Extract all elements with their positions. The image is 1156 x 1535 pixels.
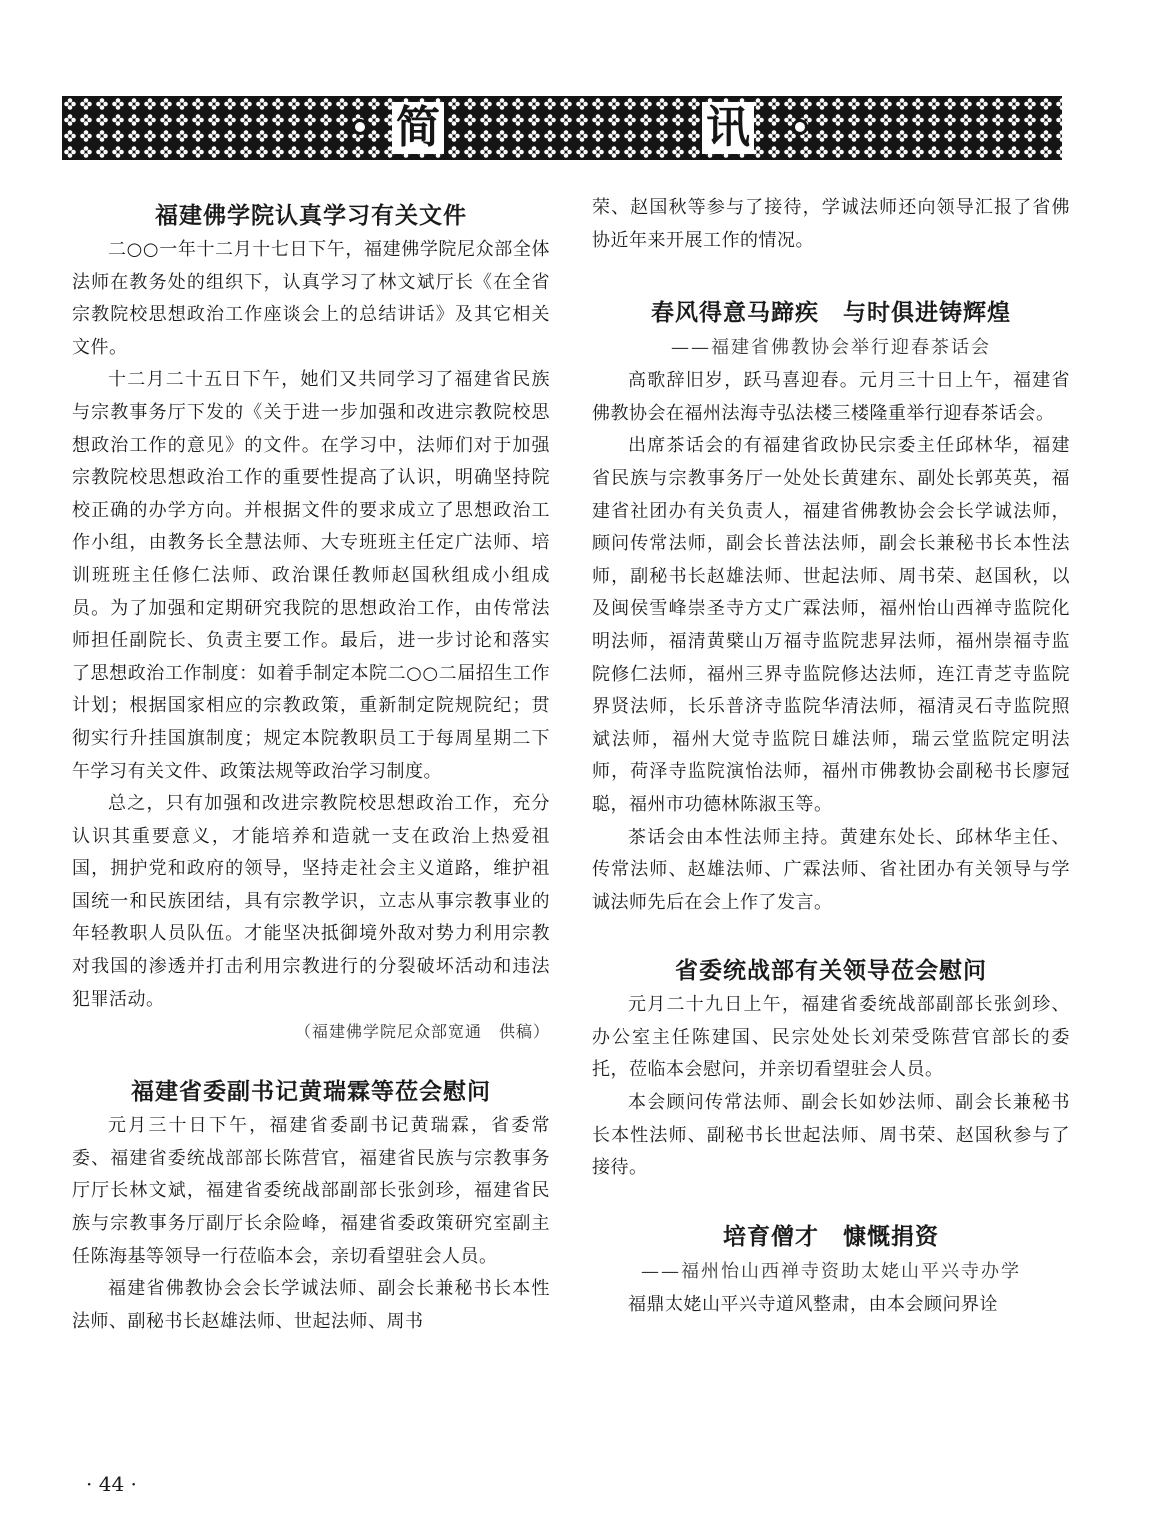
article-paragraph: 福鼎太姥山平兴寺道风整肃，由本会顾问界诠 [628,1293,998,1315]
article-title: 福建佛学院认真学习有关文件 [155,203,467,229]
article-study-documents [72,198,550,1048]
section-banner [62,96,1062,160]
article-subtitle: ——福州怡山西禅寺资助太姥山平兴寺办学 [641,1260,1021,1282]
article-paragraph: 总之，只有加强和改进宗教院校思想政治工作，充分认识其重要意义，才能培养和造就一支在政治上热爱祖国，拥护党和政府的领导，坚持走社会主义道路，维护祖国统一和民族团结，具有宗教学识，立志从事宗教事业的年轻教职人员队伍。才能坚决抵御境外敌对势力利用宗教对我国的渗透并打击利用宗教进行的分裂破坏活动和违法犯罪活动。 [72,793,550,1010]
article-paragraph: 出席茶话会的有福建省政协民宗委主任邱林华，福建省民族与宗教事务厅一处处长黄建东、副处长郭英英，福建省社团办有关负责人，福建省佛教协会会长学诚法师，顾问传常法师，副会长普法法师，副会长兼秘书长本性法师，副秘书长赵雄法师、世起法师、周书荣、赵国秋，以及闽侯雪峰崇圣寺方丈广霖法师，福州怡山西禅寺监院化明法师，福清黄檗山万福寺监院悲昇法师，福州崇福寺监院修仁法师，福州三界寺监院修达法师，连江青芝寺监院界贤法师，长乐普济寺监院华清法师，福清灵石寺监院照斌法师，福州大觉寺监院日雄法师，瑞云堂监院定明法师，荷泽寺监院演怡法师，福州市佛教协会副秘书长廖冠聪，福州市功德林陈淑玉等。 [592,435,1070,815]
right-column [592,192,1070,1321]
article-paragraph: 元月二十九日上午，福建省委统战部副部长张剑珍、办公室主任陈建国、民宗处处长刘荣受陈营官部长的委托，莅临本会慰问，并亲切看望驻会人员。 [592,994,1070,1081]
continued-paragraph: 荣、赵国秋等参与了接待，学诚法师还向领导汇报了省佛协近年来开展工作的情况。 [592,197,1070,251]
article-paragraph: 十二月二十五日下午，她们又共同学习了福建省民族与宗教事务厅下发的《关于进一步加强和改进宗教院校思想政治工作的意见》的文件。在学习中，法师们对于加强宗教院校思想政治工作的重要性提高了认识，明确坚持院校正确的办学方向。并根据文件的要求成立了思想政治工作小组，由教务长全慧法师、大专班班主任定广法师、培训班班主任修仁法师、政治课任教师赵国秋组成小组成员。为了加强和定期研究我院的思想政治工作，由传常法师担任副院长、负责主要工作。最后，进一步讨论和落实了思想政治工作制度：如着手制定本院二○○二届招生工作计划；根据国家相应的宗教政策，重新制定院规院纪；贯彻实行升挂国旗制度；规定本院教职员工于每周星期二下午学习有关文件、政策法规等政治学习制度。 [72,369,550,782]
article-title: 福建省委副书记黄瑞霖等莅会慰问 [131,1079,491,1106]
banner-title-char-2: 讯 [702,102,754,154]
article-monk-education-donation [592,1219,1070,1322]
article-paragraph: 茶话会由本性法师主持。黄建东处长、邱林华主任、传常法师、赵雄法师、广霖法师、省社团办有关领导与学诚法师先后在会上作了发言。 [592,826,1070,913]
banner-title-char-1: 简 [392,102,444,154]
article-secretary-visit [72,1074,550,1338]
left-column [72,192,550,1338]
page-number: · 44 · [86,1472,137,1496]
article-title: 培育僧才 慷慨捐资 [723,1223,939,1250]
banner-dot-right [792,119,808,135]
article-paragraph: 二○○一年十二月十七日下午，福建佛学院尼众部全体法师在教务处的组织下，认真学习了林文斌厅长《在全省宗教院校思想政治工作座谈会上的总结讲话》及其它相关文件。 [72,239,550,358]
article-paragraph: 高歌辞旧岁，跃马喜迎春。元月三十日上午，福建省佛教协会在福州法海寺弘法楼三楼隆重举行迎春茶话会。 [592,370,1070,424]
banner-flower-pattern [62,96,1062,160]
banner-dot-left [352,119,368,135]
article-paragraph: 福建省佛教协会会长学诚法师、副会长兼秘书长本性法师、副秘书长赵雄法师、世起法师、周书 [72,1278,550,1332]
article-united-front-visit [592,953,1070,1185]
article-spring-tea-party [592,295,1070,919]
article-paragraph: 元月三十日下午，福建省委副书记黄瑞霖，省委常委、福建省委统战部部长陈营官，福建省民族与宗教事务厅厅长林文斌，福建省委统战部副部长张剑珍，福建省民族与宗教事务厅副厅长余险峰，福建省委政策研究室副主任陈海基等领导一行莅临本会，亲切看望驻会人员。 [72,1115,550,1267]
article-source: （福建佛学院尼众部宽通 供稿） [294,1022,550,1042]
article-title: 春风得意马蹄疾 与时俱进铸辉煌 [651,300,1011,327]
article-paragraph: 本会顾问传常法师、副会长如妙法师、副会长兼秘书长本性法师、副秘书长世起法师、周书荣、赵国秋参与了接待。 [592,1092,1070,1179]
article-subtitle: ——福建省佛教协会举行迎春茶话会 [671,337,991,359]
article-title: 省委统战部有关领导莅会慰问 [675,958,987,985]
